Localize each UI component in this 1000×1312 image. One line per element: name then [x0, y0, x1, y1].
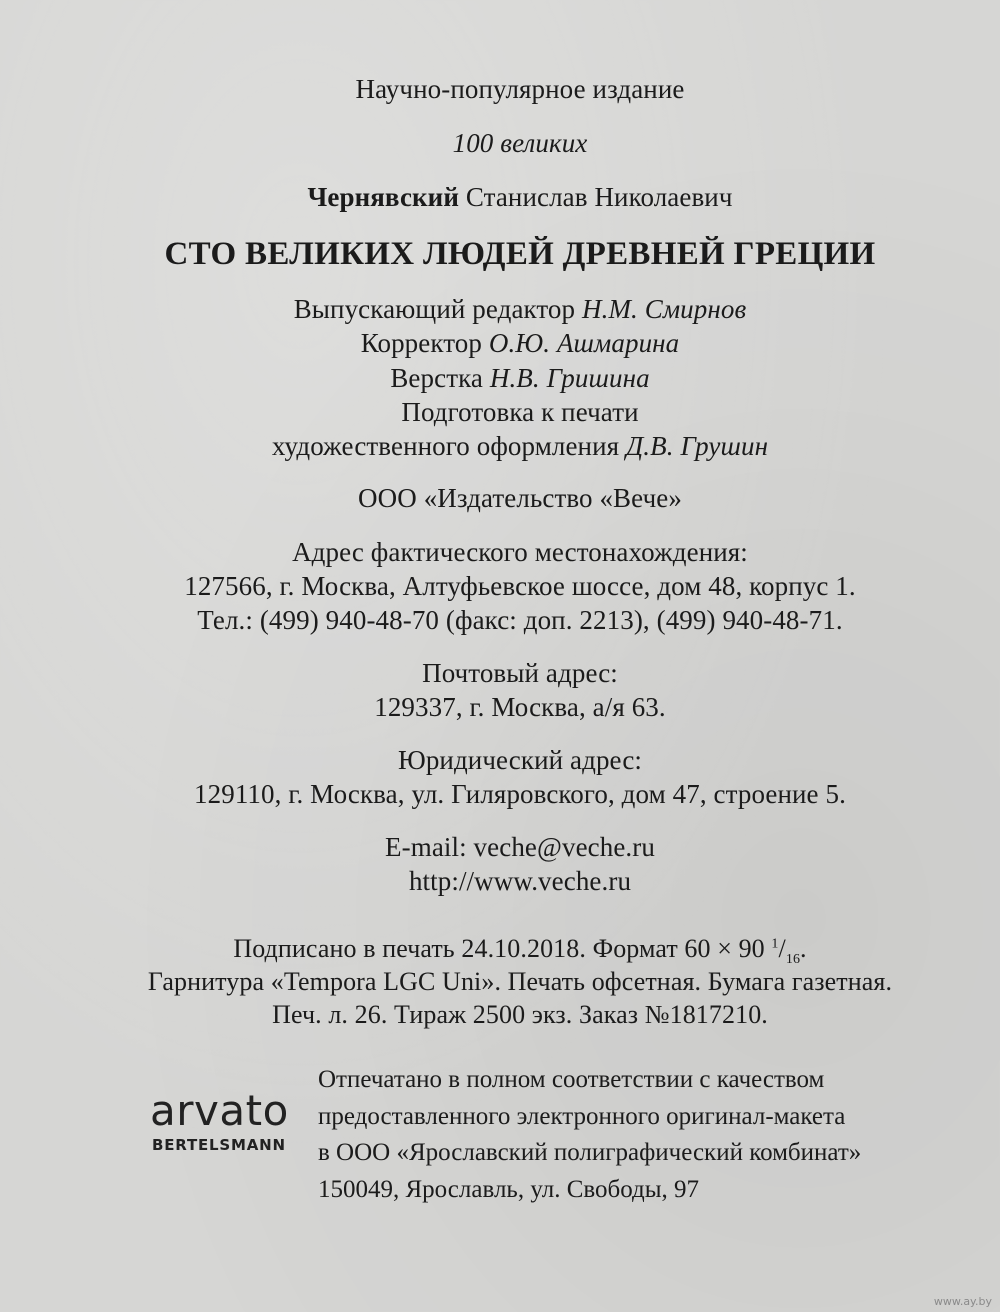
credit-role: Корректор	[360, 328, 482, 358]
publisher-name: ООО «Издательство «Вече»	[358, 483, 682, 513]
legal-address-label: Юридический адрес:	[397, 745, 643, 775]
credit-person: О.Ю. Ашмарина	[488, 328, 680, 358]
format-numerator: 1	[771, 936, 779, 952]
printer-line: в ООО «Ярославский полиграфический комбинат»	[318, 1139, 862, 1166]
book-title: СТО ВЕЛИКИХ ЛЮДЕЙ ДРЕВНЕЙ ГРЕЦИИ	[164, 236, 876, 272]
actual-address-label: Адрес фактического местонахождения:	[292, 537, 748, 567]
credit-layout	[0, 363, 1000, 394]
credit-person: Н.В. Гришина	[489, 363, 650, 393]
credit-corrector	[0, 328, 1000, 359]
credit-person: Н.М. Смирнов	[582, 294, 747, 324]
logo-subtitle: BERTELSMANN	[152, 1136, 286, 1154]
typeface-line: Гарнитура «Tempora LGC Uni». Печать офсетная. Бумага газетная.	[147, 967, 893, 996]
credit-person: Д.В. Грушин	[626, 431, 769, 461]
credit-editor	[0, 294, 1000, 325]
print-run-line: Печ. л. 26. Тираж 2500 экз. Заказ №1817210.	[272, 1000, 768, 1029]
print-signed-line: Подписано в печать 24.10.2018. Формат 60 × 90 $^1/_{16}$.	[233, 934, 807, 968]
printer-line: 150049, Ярославль, ул. Свободы, 97	[318, 1175, 700, 1203]
credit-role: Верстка	[390, 363, 483, 393]
phone-numbers: Тел.: (499) 940-48-70 (факс: доп. 2213), (499) 940-48-71.	[197, 605, 843, 635]
arvato-logo	[150, 1088, 310, 1154]
author-surname: Чернявский	[307, 182, 459, 212]
printer-line: Отпечатано в полном соответствии с качеством	[318, 1066, 825, 1093]
series-name: 100 великих	[452, 128, 588, 158]
art-prep-line2	[0, 431, 1000, 462]
logo-wordmark: arvato	[150, 1086, 289, 1135]
legal-address: 129110, г. Москва, ул. Гиляровского, дом 47, строение 5.	[194, 779, 846, 809]
art-prep-line1: Подготовка к печати	[401, 397, 639, 427]
email-address: E-mail: veche@veche.ru	[385, 832, 655, 862]
actual-address: 127566, г. Москва, Алтуфьевское шоссе, дом 48, корпус 1.	[184, 571, 856, 601]
edition-type: Научно-популярное издание	[355, 74, 685, 104]
postal-address: 129337, г. Москва, а/я 63.	[374, 692, 666, 722]
printer-line: предоставленного электронного оригинал-макета	[318, 1102, 846, 1130]
author-name: Станислав Николаевич	[465, 182, 733, 212]
website-url: http://www.veche.ru	[408, 866, 632, 896]
postal-address-label: Почтовый адрес:	[422, 658, 618, 688]
watermark: www.ay.by	[933, 1295, 992, 1308]
printer-info	[318, 1062, 861, 1208]
author-line	[0, 182, 1000, 213]
credit-role: Выпускающий редактор	[293, 294, 576, 324]
format-denominator: 16	[785, 952, 801, 968]
credit-role: художественного оформления	[271, 431, 620, 461]
print-signed: Подписано в печать 24.10.2018. Формат 60 × 90	[233, 934, 765, 963]
